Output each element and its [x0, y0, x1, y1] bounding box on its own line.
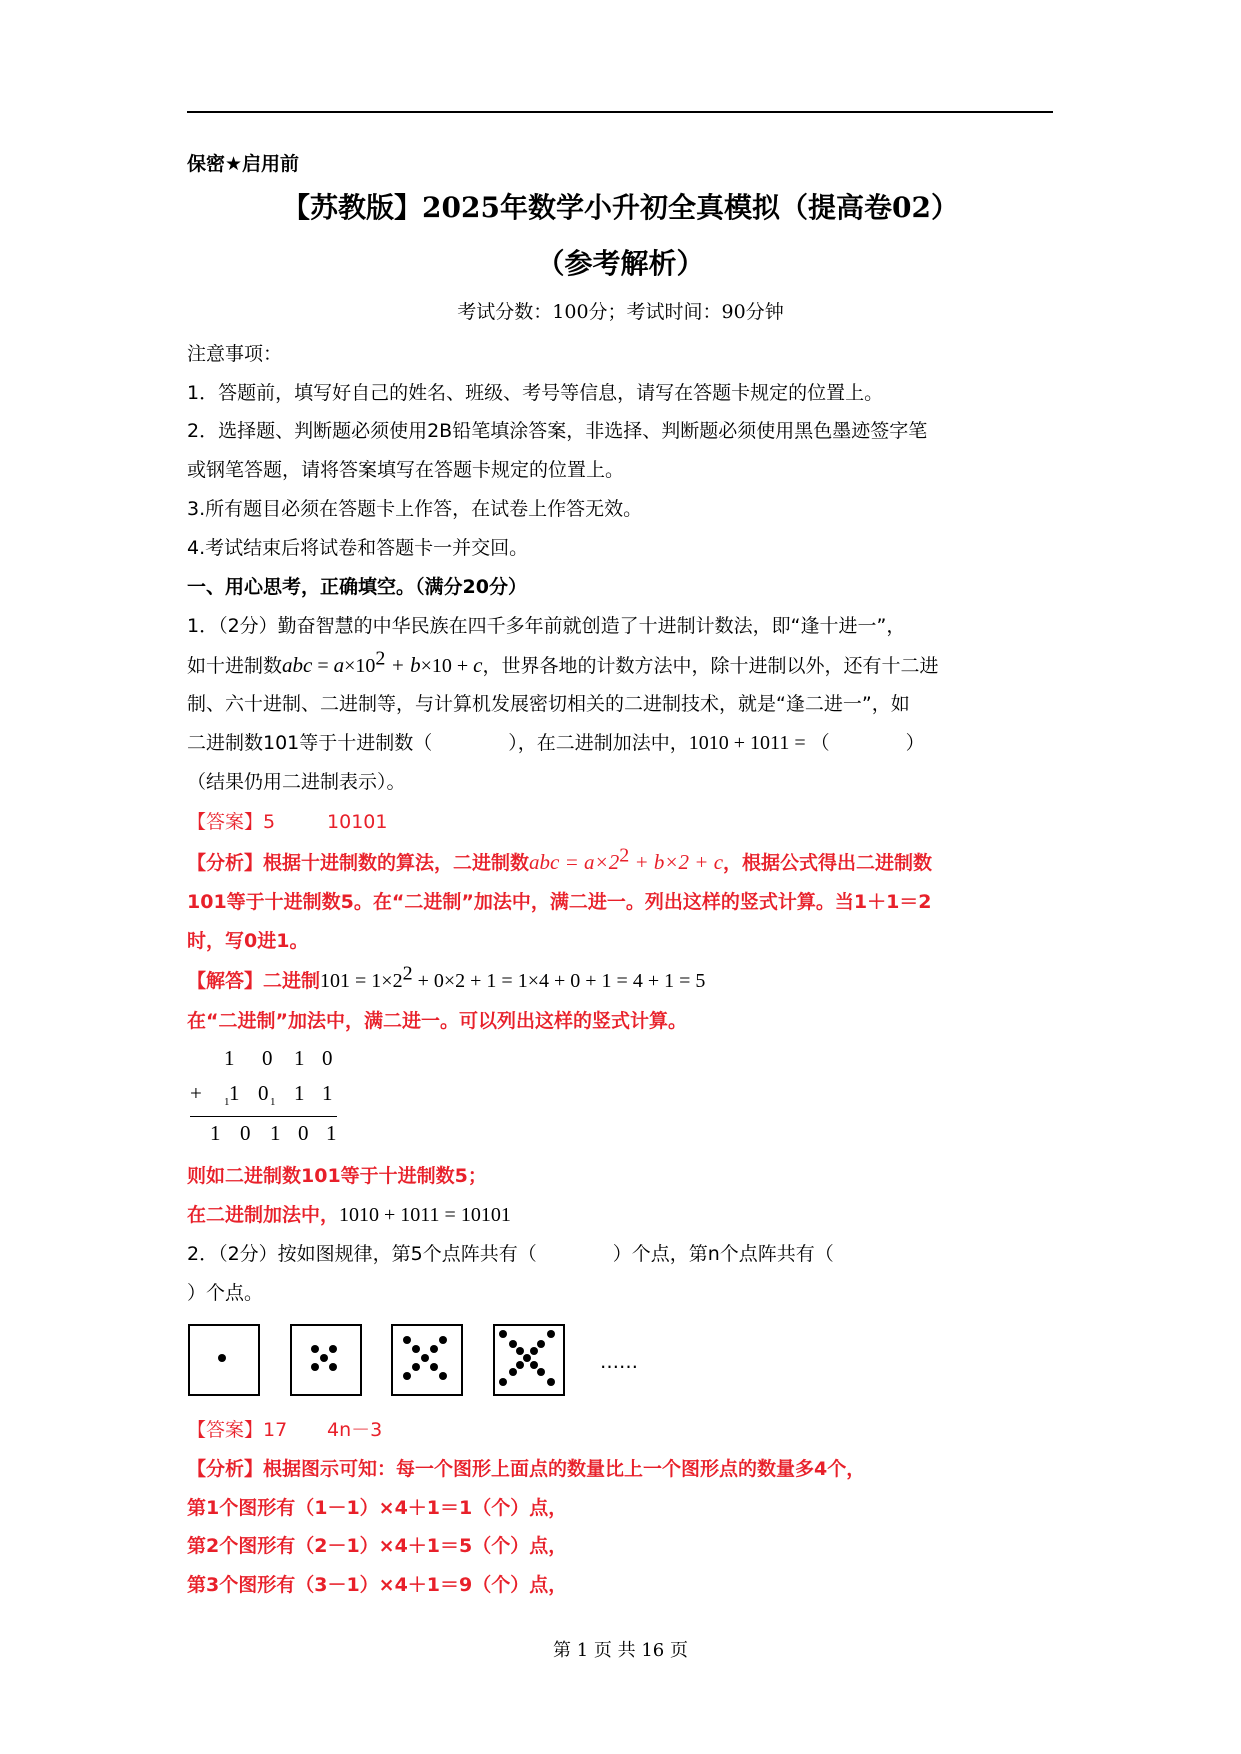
vertical-addition-rule [190, 1116, 337, 1117]
q1-answer-value-1: 5 [263, 811, 276, 833]
dot [311, 1363, 319, 1371]
dot [547, 1378, 555, 1386]
q1-line-5: （结果仍用二进制表示）。 [187, 771, 406, 793]
addend-1-digit: 0 [262, 1046, 273, 1070]
q1-formula-c: c [473, 653, 483, 677]
dot [530, 1361, 538, 1369]
exam-info: 考试分数：100分；考试时间：90分钟 [457, 301, 784, 323]
dot [509, 1368, 517, 1376]
dot-figure-3 [391, 1324, 463, 1396]
q1-formula-exponent: 2 [375, 647, 386, 670]
addend-1-digit: 1 [294, 1046, 305, 1070]
plus-sign: + [190, 1081, 202, 1105]
dot [516, 1347, 524, 1355]
dot [421, 1354, 429, 1362]
dot [412, 1363, 420, 1371]
q1-formula-times-1: ×10 [344, 655, 376, 677]
q1-line-4-text: 二进制数101等于十进制数（ ），在二进制加法中， [187, 732, 689, 754]
addend-2-digit: 1 [322, 1081, 333, 1105]
q1-solution-formula: 101 = 1×2 [320, 970, 403, 992]
sum-digit: 0 [298, 1121, 309, 1145]
addend-2-digit: 1 [294, 1081, 305, 1105]
addend-1-digit: 0 [322, 1046, 333, 1070]
confidential-label: 保密★启用前 [187, 153, 300, 175]
q1-solution-text: 二进制 [263, 970, 321, 992]
dot [329, 1345, 337, 1353]
carry-digit: 1 [224, 1096, 230, 1108]
q2-answer [187, 1418, 382, 1442]
q1-line-1: 1．（2分）勤奋智慧的中华民族在四千多年前就创造了十进制计数法，即“逢十进一”， [187, 615, 906, 637]
q2-answer-label: 【答案】 [187, 1419, 264, 1441]
q1-analysis-formula-exponent: 2 [619, 844, 630, 867]
document-subtitle: （参考解析） [536, 247, 705, 280]
q1-conclusion-1: 则如二进制数101等于十进制数5； [187, 1165, 487, 1187]
notes-heading: 注意事项： [187, 343, 283, 365]
addend-2-digit: 0 [258, 1081, 269, 1105]
addend-2-digit: 1 [229, 1081, 240, 1105]
q2-answer-value-2: 4n－3 [327, 1419, 383, 1441]
q1-solution-formula-exponent: 2 [402, 962, 413, 985]
q1-answer-label: 【答案】 [187, 811, 264, 833]
q1-line-2-tail: ，世界各地的计数方法中，除十进制以外，还有十二进 [482, 655, 939, 677]
sum-digit: 1 [326, 1121, 337, 1145]
q1-analysis-text-1: 根据十进制数的算法，二进制数 [263, 852, 530, 874]
dot [509, 1340, 517, 1348]
q2-analysis-line-3: 第2个图形有（2－1）×4＋1＝5（个）点， [187, 1535, 568, 1557]
q1-formula-times-2: ×10 + [420, 655, 474, 677]
section-1-heading: 一、用心思考，正确填空。（满分20分） [187, 576, 527, 598]
q1-solution-line-1 [187, 962, 706, 993]
dot [403, 1336, 411, 1344]
dot [329, 1363, 337, 1371]
dot [439, 1372, 447, 1380]
top-rule [187, 111, 1053, 113]
dot [439, 1336, 447, 1344]
note-item-1: 1．答题前，填写好自己的姓名、班级、考号等信息，请写在答题卡规定的位置上。 [187, 382, 884, 404]
q1-addition-formula: 1010 + 1011 = [688, 732, 811, 754]
q2-answer-value-1: 17 [263, 1419, 288, 1441]
q1-formula-lhs: abc [282, 653, 313, 677]
q1-answer-value-2: 10101 [327, 811, 388, 833]
dot [499, 1378, 507, 1386]
dot [547, 1330, 555, 1338]
q1-line-4 [187, 731, 925, 755]
dot [430, 1345, 438, 1353]
q2-analysis-line-4: 第3个图形有（3－1）×4＋1＝9（个）点， [187, 1574, 568, 1596]
dot-figure-1 [188, 1324, 260, 1396]
dot [516, 1361, 524, 1369]
q1-conclusion-2 [187, 1203, 511, 1227]
dot [218, 1354, 226, 1362]
note-item-2-line-2: 或钢笔答题，请将答案填写在答题卡规定的位置上。 [187, 459, 625, 481]
q1-analysis-label: 【分析】 [187, 852, 264, 874]
q1-line-2 [187, 647, 939, 678]
q1-analysis-text-2: ，根据公式得出二进制数 [723, 852, 933, 874]
note-item-3: 3.所有题目必须在答题卡上作答，在试卷上作答无效。 [187, 498, 643, 520]
dot [499, 1330, 507, 1338]
q1-analysis-line-3: 时，写0进1。 [187, 930, 309, 952]
dot [530, 1347, 538, 1355]
page-footer: 第 1 页 共 16 页 [553, 1640, 688, 1661]
q1-line-2-text: 如十进制数 [187, 655, 283, 677]
sum-digit: 0 [240, 1121, 251, 1145]
q2-analysis-text: 根据图示可知：每一个图形上面点的数量比上一个图形点的数量多4个， [263, 1458, 866, 1480]
dot [403, 1372, 411, 1380]
q1-analysis-formula-tail: + b×2 + c [629, 850, 724, 874]
q1-solution-label: 【解答】 [187, 970, 264, 992]
q1-solution-formula-tail: + 0×2 + 1 = 1×4 + 0 + 1 = 4 + 1 = 5 [412, 970, 706, 992]
q2-line-2: ）个点。 [187, 1282, 264, 1304]
q1-analysis-line-1 [187, 844, 933, 875]
dot [430, 1363, 438, 1371]
document-title: 【苏教版】2025年数学小升初全真模拟（提高卷02） [282, 191, 959, 224]
dot [412, 1345, 420, 1353]
note-item-2-line-1: 2．选择题、判断题必须使用2B铅笔填涂答案，非选择、判断题必须使用黑色墨迹签字笔 [187, 420, 928, 442]
carry-digit: 1 [270, 1096, 276, 1108]
q1-analysis-formula: abc = a×2 [529, 850, 620, 874]
dot [320, 1354, 328, 1362]
note-item-4: 4.考试结束后将试卷和答题卡一并交回。 [187, 537, 529, 559]
q1-formula-plus-b: + b [385, 653, 421, 677]
sum-digit: 1 [210, 1121, 221, 1145]
q1-analysis-line-2: 101等于十进制数5。在“二进制”加法中，满二进一。列出这样的竖式计算。当1＋1＝2 [187, 891, 932, 913]
dot [537, 1340, 545, 1348]
q1-formula-eq: = [312, 655, 334, 677]
sum-digit: 1 [270, 1121, 281, 1145]
q1-solution-line-2: 在“二进制”加法中，满二进一。可以列出这样的竖式计算。 [187, 1010, 687, 1032]
q1-formula-a: a [333, 653, 345, 677]
q1-line-4-blank: （ ） [810, 732, 925, 754]
q1-answer [187, 810, 387, 834]
addend-1-digit: 1 [224, 1046, 235, 1070]
figure-ellipsis: …… [600, 1351, 638, 1373]
dot [311, 1345, 319, 1353]
q1-conclusion-2-text: 在二进制加法中， [187, 1204, 340, 1226]
q2-analysis-label: 【分析】 [187, 1458, 264, 1480]
q2-line-1: 2．（2分）按如图规律，第5个点阵共有（ ）个点，第n个点阵共有（ [187, 1243, 834, 1265]
q2-analysis-line-2: 第1个图形有（1－1）×4＋1＝1（个）点， [187, 1497, 568, 1519]
q1-line-3: 制、六十进制、二进制等，与计算机发展密切相关的二进制技术，就是“逢二进一”，如 [187, 693, 910, 715]
q2-analysis-line-1 [187, 1457, 865, 1481]
dot-figure-4 [493, 1324, 565, 1396]
dot [523, 1354, 531, 1362]
dot [537, 1368, 545, 1376]
q1-conclusion-2-formula: 1010 + 1011 = 10101 [339, 1204, 511, 1226]
dot-figure-2 [290, 1324, 362, 1396]
